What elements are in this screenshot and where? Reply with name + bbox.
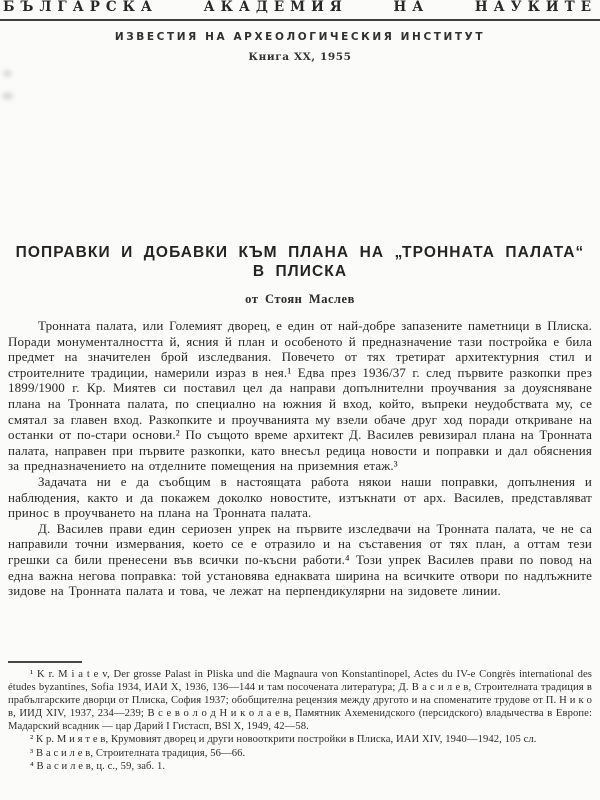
article-body [8, 318, 592, 599]
body-paragraph: Задачата ни е да съобщим в настоящата работа някои наши поправки, допълнения и наблюдения, както и да покажем доколко новостите, изтъкнати от арх. Василев, представляват принос в проучването на плана на Тронната палата. [8, 473, 592, 521]
footnote: ³ В а с и л е в, Строителната традиция, 56—66. [30, 747, 246, 759]
masthead-volume: Книга XX, 1955 [248, 51, 352, 63]
footnote-separator-rule [8, 661, 82, 663]
masthead-academy: БЪЛГАРСКА АКАДЕМИЯ НА НАУКИТЕ [0, 0, 600, 21]
body-paragraph: Тронната палата, или Големият дворец, е един от най-добре запазените паметници в Плиска. Поради монументалността й, ясния й план и особеното й предназначение тази постройка е била предмет на значителен брой изследвания. Повечето от тях третират архитектурния стил и строителните традиции, намерили израз в нея.¹ Едва през 1936/37 г. след първите разкопки през 1899/1900 г. Кр. Миятев си поставил цел да направи допълнителни проучвания за доуясняване плана на Тронната палата, по специално на южния й вход, който, въпреки неудобствата му, се смятал за главен вход. Разкопките и проучванията му взели обаче друг ход поради откриване на останки от по-стари основи.² По същото време архитект Д. Василев ревизирал плана на Тронната палата, направен при първите разкопки, като внесъл редица новости и поправки и дал обяснения за предназначението на отделните помещения на приземния етаж.³ [8, 318, 592, 474]
article-title-line1: ПОПРАВКИ И ДОБАВКИ КЪМ ПЛАНА НА „ТРОННАТА ПАЛАТА“ [15, 244, 585, 261]
footnote: ¹ K r. M i a t e v, Der grosse Palast in Pliska und die Magnaura von Konstantinopel, Actes du IV-e Congrès international des études byzantines, Sofia 1934, ИАИ X, 1936, 136—144 и там посочената литература; Д. В а с и л е в, Строителната традиция в прабългарските дворци от Плиска, София 1937; обобщителна рецензия между другото и на споменатите трудове от П. Н и к о в, ИИД XIV, 1937, 234—239; В с е в о л о д Н и к о л а е в, Памятник Ахеменидского (персидского) владычества в Европе: Мадарский всадник — цар Дарий I Гистасп, BSl X, 1949, 42—58. [8, 669, 592, 733]
footnotes-block [8, 668, 592, 773]
footnote: ⁴ В а с и л е в, ц. с., 59, заб. 1. [30, 760, 166, 772]
footnote: ² К р. М и я т е в, Крумовият дворец и други новооткрити постройки в Плиска, ИАИ XIV, 1940—1942, 105 сл. [30, 734, 537, 746]
scan-smudge [3, 70, 12, 77]
article-title-block [0, 243, 600, 307]
article-byline: от Стоян Маслев [245, 292, 355, 306]
masthead-institute: ИЗВЕСТИЯ НА АРХЕОЛОГИЧЕСКИЯ ИНСТИТУТ [114, 31, 486, 43]
scan-smudge [2, 92, 13, 100]
article-title-line2: В ПЛИСКА [252, 263, 348, 280]
body-paragraph: Д. Василев прави един сериозен упрек на първите изследвачи на Тронната палата, че не са направили точни измервания, което се е отразило и на съставения от тях план, а оттам тези грешки са били пренесени във всички по-късни работи.⁴ Този упрек Василев прави по повод на една важна негова поправка: той установява еднаквата ширина на всичките отвори по надлъжните зидове на Тронната палата и това, че лежат на перпендикулярни на зидовете линии. [8, 520, 592, 599]
